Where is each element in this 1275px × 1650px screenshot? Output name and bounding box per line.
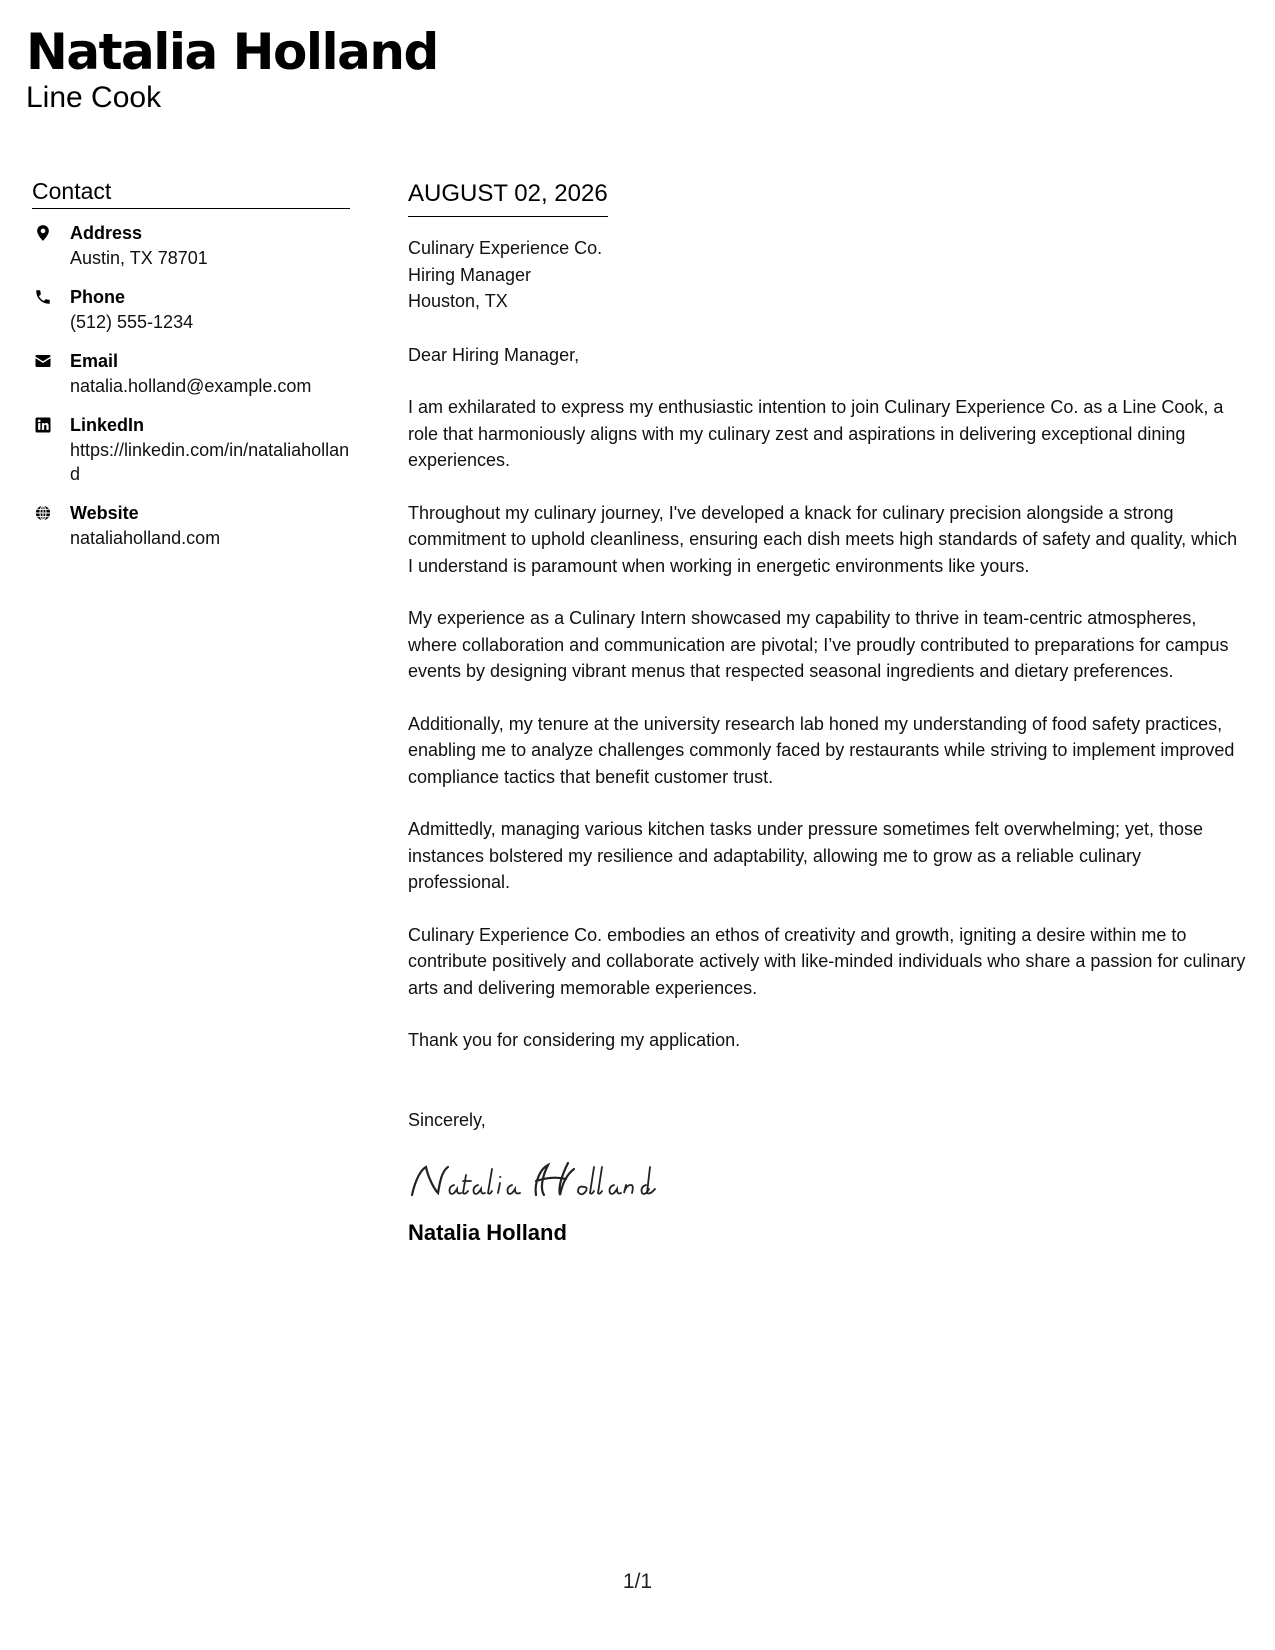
body-paragraph: Admittedly, managing various kitchen tasks under pressure sometimes felt overwhelming; yet, those instances bolstered my resilience and adaptability, allowing me to grow as a reliable culinary professional. [408, 819, 1204, 892]
contact-sidebar [32, 177, 350, 565]
letter-body [408, 178, 1246, 1247]
letter-date: AUGUST 02, 2026 [408, 178, 608, 217]
linkedin-icon [34, 416, 52, 434]
recipient-block [408, 235, 1246, 315]
contact-label-address: Address [70, 223, 143, 243]
page-indicator: 1/1 [622, 1570, 653, 1593]
contact-item-phone [32, 285, 350, 334]
contact-value-address: Austin, TX 78701 [70, 248, 208, 268]
contact-item-email [32, 349, 350, 398]
body-paragraph: My experience as a Culinary Intern showcased my capability to thrive in team-centric atmospheres, where collaboration and communication are pivotal; I’ve proudly contributed to preparations for campus events by designing vibrant menus that respected seasonal ingredients and dietary preferences. [408, 608, 1229, 681]
applicant-job-title: Line Cook [26, 81, 162, 114]
contact-value-email: natalia.holland@example.com [70, 376, 312, 396]
signature-image [408, 1155, 678, 1205]
envelope-icon [34, 352, 52, 370]
closing: Sincerely, [408, 1109, 486, 1130]
contact-section-title: Contact [32, 177, 350, 209]
contact-item-website [32, 501, 350, 550]
contact-value-website: nataliaholland.com [70, 528, 221, 548]
recipient-location: Houston, TX [408, 291, 508, 311]
body-paragraph: Additionally, my tenure at the university research lab honed my understanding of food safety practices, enabling me to analyze challenges commonly faced by restaurants while striving to implement improved compliance tactics that benefit customer trust. [408, 713, 1235, 787]
contact-value-phone: (512) 555-1234 [70, 312, 194, 332]
contact-item-address [32, 221, 350, 270]
map-pin-icon [34, 224, 52, 242]
contact-label-phone: Phone [70, 287, 126, 307]
contact-label-linkedin: LinkedIn [70, 415, 145, 435]
contact-list [32, 221, 350, 550]
signer-name: Natalia Holland [408, 1220, 567, 1245]
contact-label-website: Website [70, 503, 139, 523]
body-paragraph: Thank you for considering my application. [408, 1030, 741, 1050]
applicant-name: Natalia Holland [26, 23, 438, 81]
phone-icon [34, 288, 52, 306]
globe-icon [34, 504, 52, 522]
salutation: Dear Hiring Manager, [408, 344, 580, 365]
body-paragraph: Throughout my culinary journey, I've developed a knack for culinary precision alongside a strong commitment to uphold cleanliness, ensuring each dish meets high standards of safety and quality, which I understand is paramount when working in energetic environments like yours. [408, 502, 1238, 576]
recipient-contact: Hiring Manager [408, 264, 532, 285]
body-paragraph: Culinary Experience Co. embodies an ethos of creativity and growth, igniting a desire within me to contribute positively and collaborate actively with like-minded individuals who share a passion for culinary arts and delivering memorable experiences. [408, 924, 1246, 998]
contact-item-linkedin [32, 413, 350, 486]
contact-value-linkedin: https://linkedin.com/in/nataliaholland [70, 440, 350, 484]
recipient-company: Culinary Experience Co. [408, 238, 603, 258]
contact-label-email: Email [70, 351, 119, 371]
letter-header [26, 22, 438, 116]
body-paragraph: I am exhilarated to express my enthusiastic intention to join Culinary Experience Co. as a Line Cook, a role that harmoniously aligns with my culinary zest and aspirations in delivering exceptional dining experiences. [408, 397, 1224, 470]
